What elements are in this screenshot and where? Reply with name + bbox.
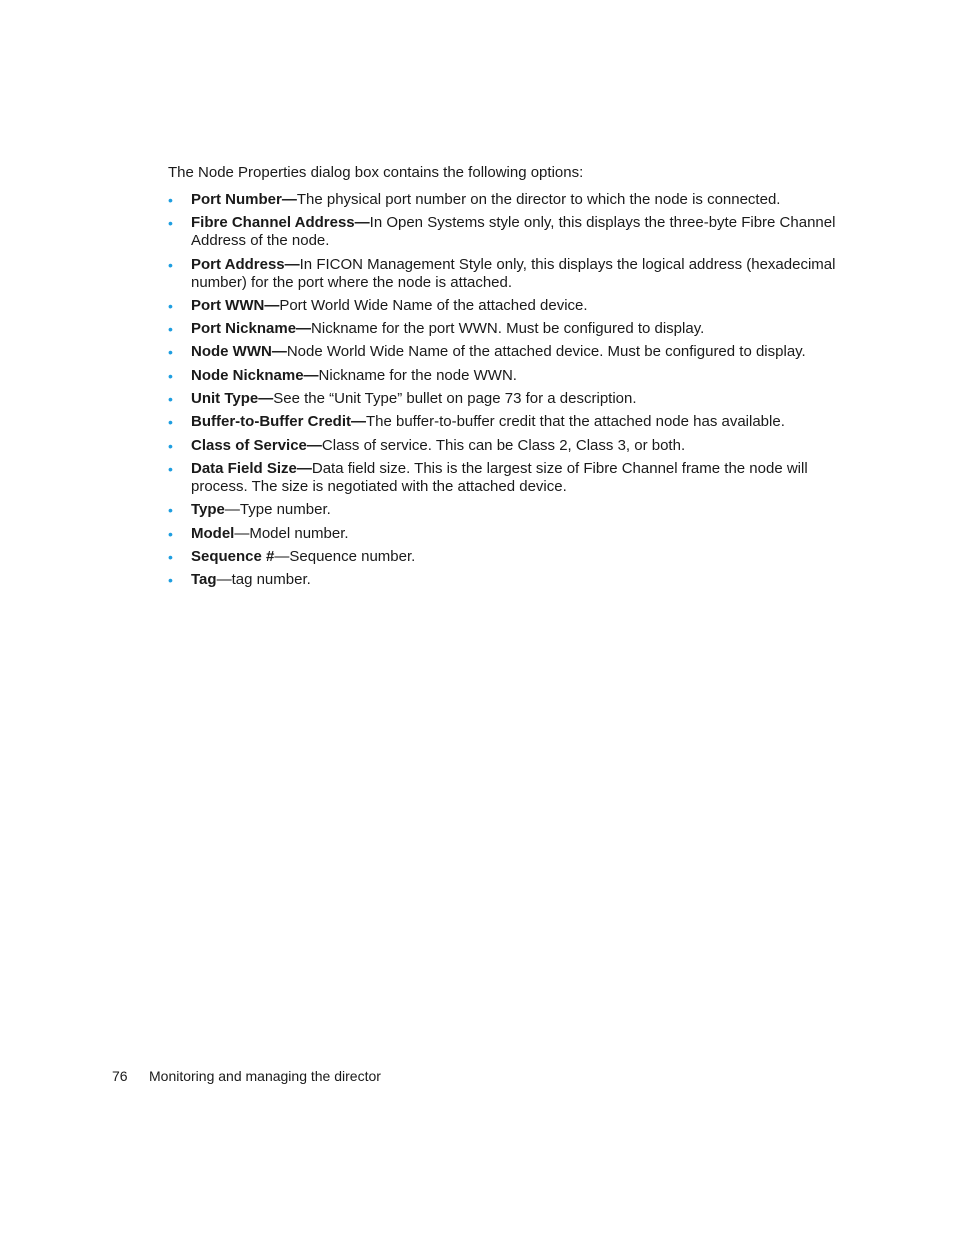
option-description: Class of service. This can be Class 2, Class 3, or both. (321, 436, 686, 454)
option-term: Class of Service (191, 436, 307, 454)
em-dash: — (284, 255, 300, 273)
page-number: 76 (112, 1068, 128, 1084)
bullet-icon: • (168, 367, 173, 384)
em-dash: — (234, 524, 250, 542)
bullet-icon: • (168, 256, 173, 273)
list-item (168, 320, 848, 338)
option-term: Sequence # (191, 547, 275, 565)
option-description: Data field size. This is the largest size of Fibre Channel frame the node will process. The size is negotiated with the attached device. (191, 459, 808, 495)
option-term: Port Address (191, 255, 285, 273)
bullet-icon: • (168, 192, 173, 208)
em-dash: — (306, 436, 322, 454)
section-title: Monitoring and managing the director (149, 1068, 381, 1084)
option-description: tag number. (231, 571, 311, 589)
options-list (168, 191, 848, 594)
bullet-icon: • (168, 321, 173, 338)
option-term: Port Number (191, 191, 282, 208)
option-description: Node World Wide Name of the attached device. Must be configured to display. (286, 343, 806, 361)
em-dash: — (216, 571, 232, 589)
bullet-icon: • (168, 460, 173, 477)
option-description: Port World Wide Name of the attached device. (279, 296, 588, 314)
page-footer (112, 1067, 381, 1085)
bullet-icon: • (168, 572, 173, 589)
bullet-icon: • (168, 502, 173, 519)
option-term: Node WWN (191, 343, 272, 361)
option-description: The physical port number on the director to which the node is connected. (296, 191, 781, 208)
bullet-icon: • (168, 344, 173, 361)
list-item (168, 343, 848, 361)
list-item (168, 548, 848, 566)
list-item (168, 460, 848, 496)
em-dash: — (296, 459, 312, 477)
em-dash: — (281, 191, 297, 208)
list-item (168, 413, 848, 431)
option-description: Nickname for the port WWN. Must be configured to display. (311, 320, 705, 338)
option-description: In FICON Management Style only, this displays the logical address (hexadecimal number) for the port where the node is attached. (191, 255, 836, 291)
list-item (168, 501, 848, 519)
list-item (168, 256, 848, 292)
option-description: Sequence number. (289, 547, 416, 565)
bullet-icon: • (168, 215, 173, 232)
em-dash: — (354, 214, 370, 232)
list-item (168, 437, 848, 455)
option-term: Fibre Channel Address (191, 214, 355, 232)
bullet-icon: • (168, 437, 173, 454)
list-item (168, 571, 848, 589)
em-dash: — (274, 547, 290, 565)
option-description: Model number. (249, 524, 349, 542)
bullet-icon: • (168, 391, 173, 408)
option-term: Data Field Size (191, 459, 297, 477)
option-term: Tag (191, 571, 217, 589)
option-description: Type number. (239, 501, 331, 519)
list-item (168, 390, 848, 408)
option-description: See the “Unit Type” bullet on page 73 for a description. (273, 390, 637, 408)
option-term: Buffer-to-Buffer Credit (191, 413, 351, 431)
list-item (168, 297, 848, 315)
bullet-icon: • (168, 414, 173, 431)
option-term: Port WWN (191, 296, 265, 314)
option-description: In Open Systems style only, this displays the three-byte Fibre Channel Address of the node. (191, 214, 836, 250)
list-item (168, 191, 848, 209)
em-dash: — (303, 366, 319, 384)
em-dash: — (258, 390, 274, 408)
em-dash: — (296, 320, 312, 338)
option-term: Model (191, 524, 235, 542)
bullet-icon: • (168, 297, 173, 314)
em-dash: — (264, 296, 280, 314)
option-term: Unit Type (191, 390, 259, 408)
option-description: The buffer-to-buffer credit that the attached node has available. (365, 413, 785, 431)
option-description: Nickname for the node WWN. (318, 366, 517, 384)
em-dash: — (271, 343, 287, 361)
option-term: Node Nickname (191, 366, 304, 384)
list-item (168, 214, 848, 250)
option-term: Type (191, 501, 225, 519)
option-term: Port Nickname (191, 320, 297, 338)
list-item (168, 367, 848, 385)
em-dash: — (224, 501, 240, 519)
bullet-icon: • (168, 525, 173, 542)
bullet-icon: • (168, 548, 173, 565)
list-item (168, 525, 848, 543)
em-dash: — (350, 413, 366, 431)
intro-paragraph: The Node Properties dialog box contains the following options: (168, 164, 584, 181)
